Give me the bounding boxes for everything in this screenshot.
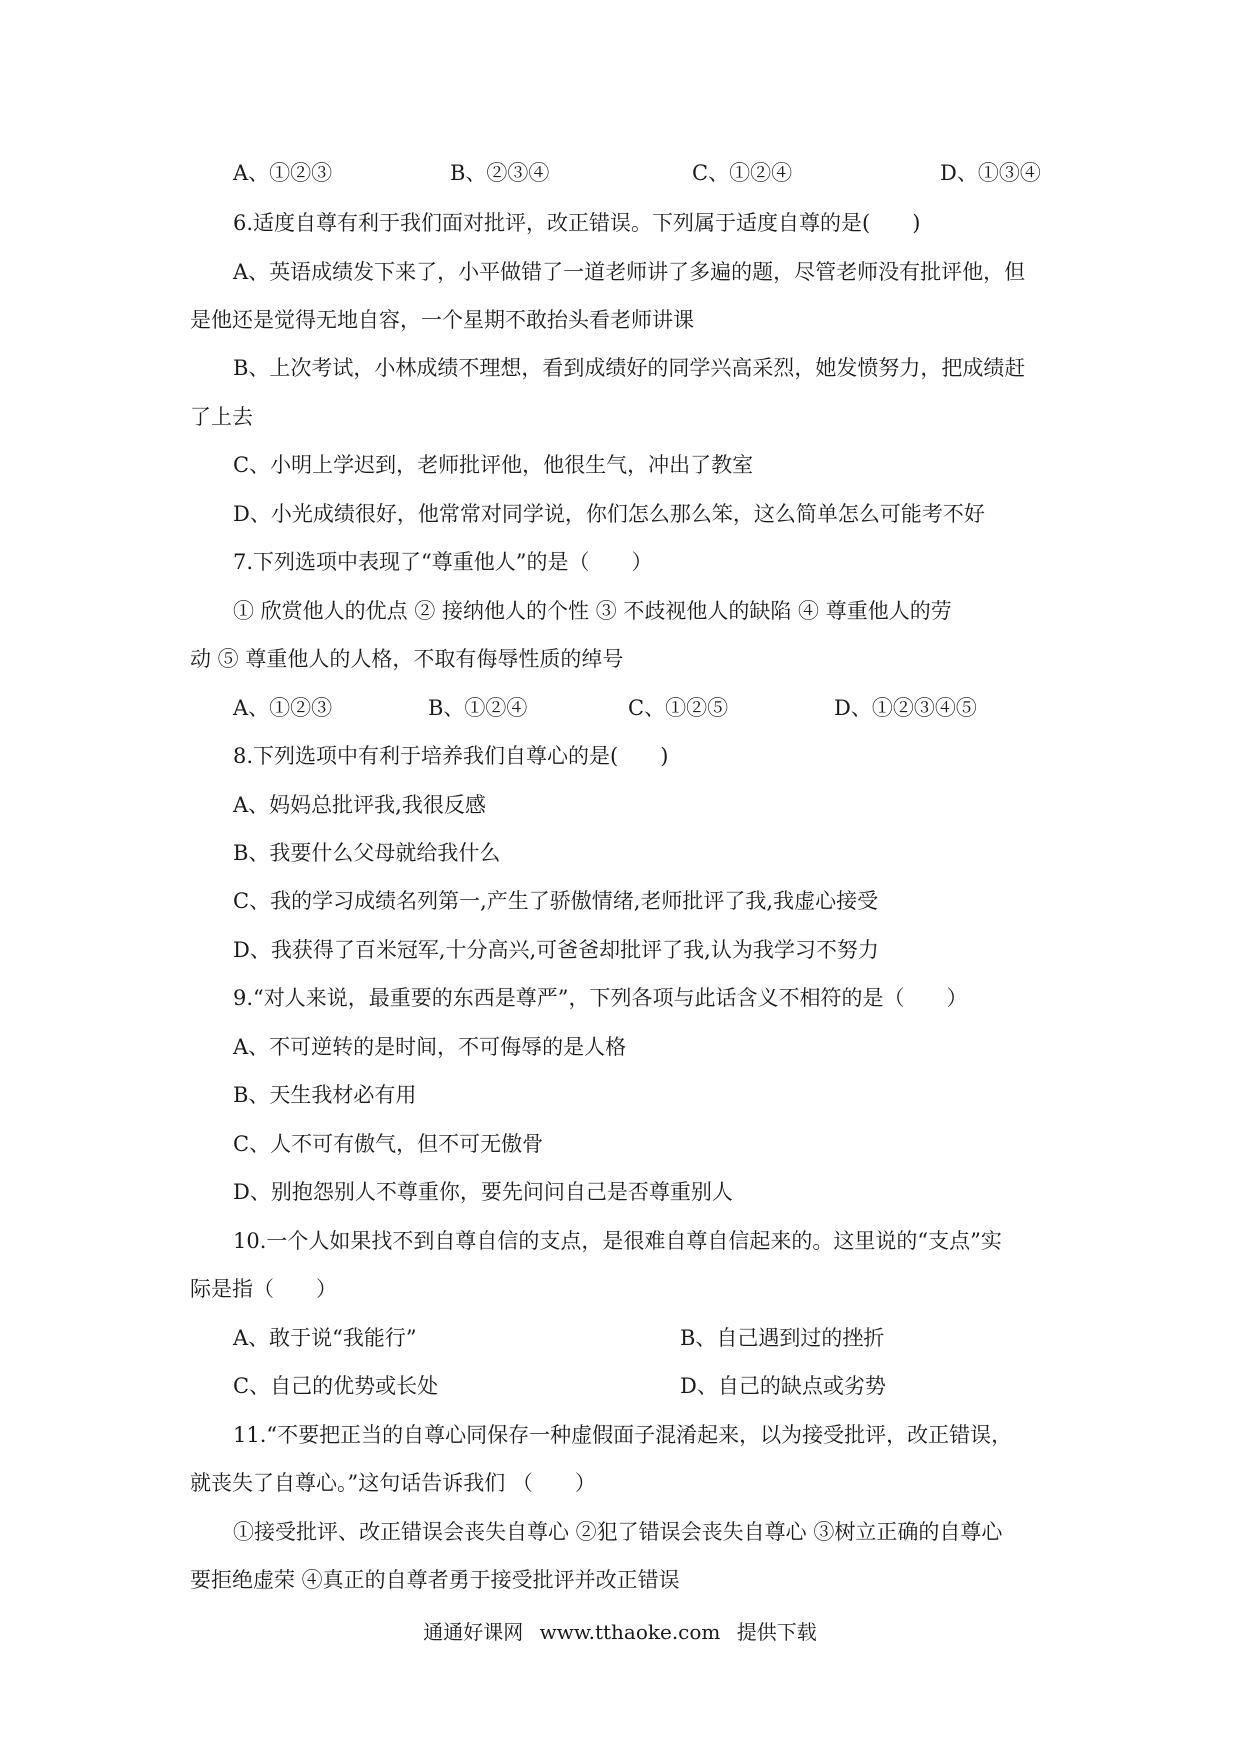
q7-items-line1: ① 欣赏他人的优点 ② 接纳他人的个性 ③ 不歧视他人的缺陷 ④ 尊重他人的劳: [233, 599, 952, 623]
q6-option-a-line1: A、英语成绩发下来了，小平做错了一道老师讲了多遍的题，尽管老师没有批评他，但: [233, 260, 1026, 284]
q10-stem-line2: 际是指（ ）: [190, 1277, 337, 1301]
q7-option-b: B、①②④: [428, 696, 528, 720]
q9-option-c: C、人不可有傲气，但不可无傲骨: [233, 1132, 544, 1156]
q11-stem-line1: 11.“不要把正当的自尊心同保存一种虚假面子混淆起来，以为接受批评，改正错误，: [233, 1423, 1013, 1447]
q11-items-line1: ①接受批评、改正错误会丧失自尊心 ②犯了错误会丧失自尊心 ③树立正确的自尊心: [233, 1520, 1003, 1544]
q6-option-b-line1: B、上次考试，小林成绩不理想，看到成绩好的同学兴高采烈，她发愤努力，把成绩赶: [233, 356, 1026, 380]
q6-option-a-line2: 是他还是觉得无地自容，一个星期不敢抬头看老师讲课: [190, 308, 694, 332]
q8-option-c: C、我的学习成绩名列第一,产生了骄傲情绪,老师批评了我,我虚心接受: [233, 889, 879, 913]
q8-option-d: D、我获得了百米冠军,十分高兴,可爸爸却批评了我,认为我学习不努力: [233, 938, 879, 962]
q5-option-a: A、①②③: [233, 161, 333, 185]
page-footer: [0, 1617, 1240, 1647]
footer-site-name: 通通好课网: [423, 1620, 524, 1644]
q7-items-line2: 动 ⑤ 尊重他人的人格，不取有侮辱性质的绰号: [190, 647, 624, 671]
q8-stem: 8.下列选项中有利于培养我们自尊心的是( ): [233, 744, 669, 768]
q7-option-d: D、①②③④⑤: [834, 696, 977, 720]
q11-items-line2: 要拒绝虚荣 ④真正的自尊者勇于接受批评并改正错误: [190, 1568, 680, 1592]
q6-option-c: C、小明上学迟到，老师批评他，他很生气，冲出了教室: [233, 453, 754, 477]
q6-option-b-line2: 了上去: [190, 405, 253, 429]
q5-option-b: B、②③④: [450, 161, 550, 185]
q10-stem-line1: 10.一个人如果找不到自尊自信的支点，是很难自尊自信起来的。这里说的“支点”实: [233, 1229, 1002, 1253]
q11-stem-line2: 就丧失了自尊心。”这句话告诉我们 （ ）: [190, 1471, 596, 1495]
q10-option-c: C、自己的优势或长处: [233, 1374, 439, 1398]
q8-option-a: A、妈妈总批评我,我很反感: [233, 793, 486, 817]
q7-stem: 7.下列选项中表现了“尊重他人”的是（ ）: [233, 550, 653, 574]
q5-option-c: C、①②④: [692, 161, 793, 185]
q9-option-d: D、别抱怨别人不尊重你，要先问问自己是否尊重别人: [233, 1180, 733, 1204]
q10-option-d: D、自己的缺点或劣势: [680, 1374, 886, 1398]
q8-option-b: B、我要什么父母就给我什么: [233, 841, 501, 865]
q7-option-c: C、①②⑤: [628, 696, 729, 720]
q9-stem: 9.“对人来说，最重要的东西是尊严”，下列各项与此话含义不相符的是（ ）: [233, 986, 968, 1010]
footer-url: www.tthaoke.com: [539, 1620, 721, 1644]
q5-option-d: D、①③④: [940, 161, 1041, 185]
q10-option-b: B、自己遇到过的挫折: [680, 1326, 885, 1350]
q7-option-a: A、①②③: [233, 696, 333, 720]
footer-note: 提供下载: [736, 1620, 817, 1644]
q10-option-a: A、敢于说“我能行”: [233, 1326, 417, 1350]
q6-option-d: D、小光成绩很好，他常常对同学说，你们怎么那么笨，这么简单怎么可能考不好: [233, 502, 985, 526]
q9-option-a: A、不可逆转的是时间，不可侮辱的是人格: [233, 1035, 627, 1059]
q9-option-b: B、天生我材必有用: [233, 1083, 417, 1107]
q6-stem: 6.适度自尊有利于我们面对批评，改正错误。下列属于适度自尊的是( ): [233, 211, 921, 235]
